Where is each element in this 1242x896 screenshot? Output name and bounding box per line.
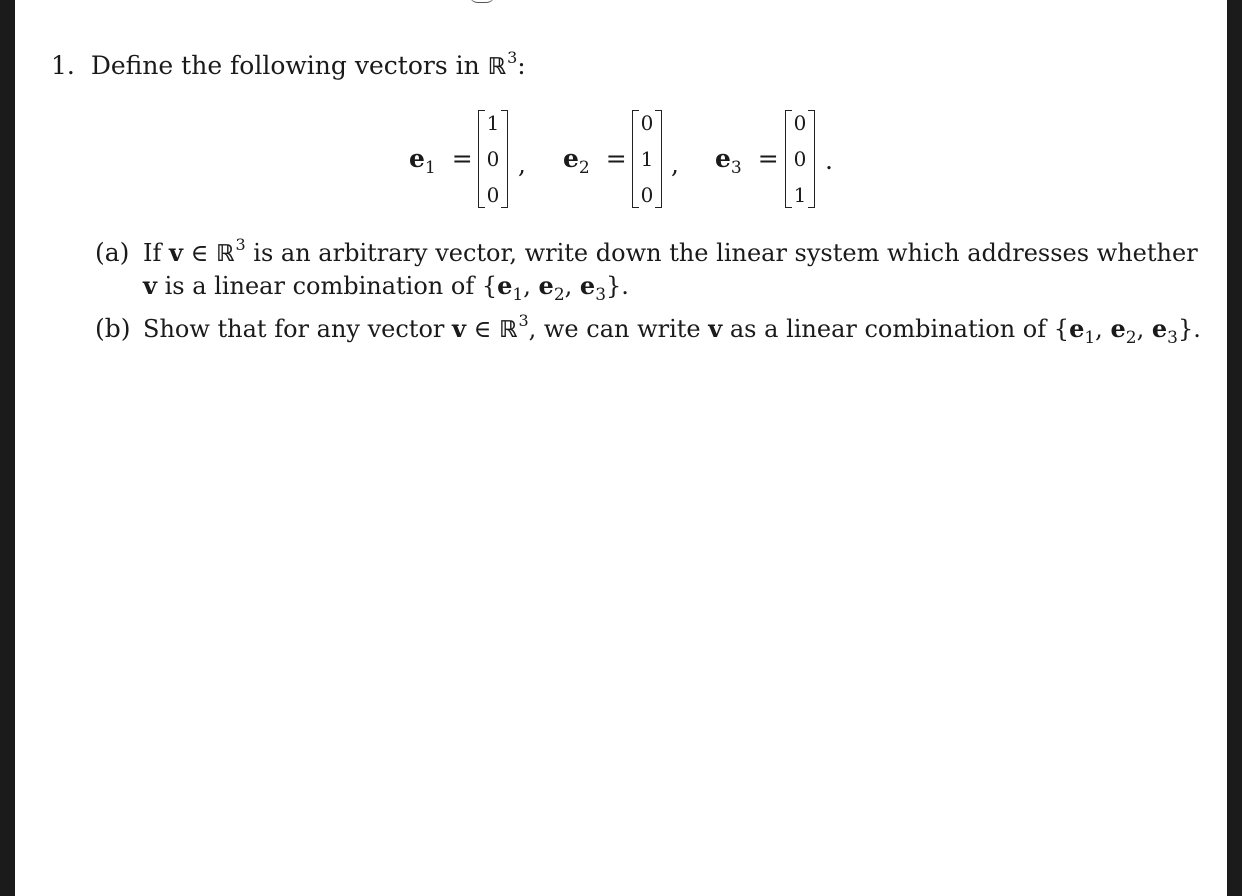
vector-e3-matrix: [785, 110, 815, 208]
equals-sign: =: [605, 144, 627, 173]
problem-intro: Define the following vectors in: [90, 51, 480, 80]
part-b-label: (b): [95, 314, 131, 343]
set-open-brace: {: [481, 272, 498, 300]
vector-name: e: [538, 271, 554, 300]
comma: ,: [1095, 315, 1103, 343]
set-open-brace: {: [1053, 315, 1070, 343]
vector-subscript: 1: [512, 285, 524, 305]
part-a-line1: [143, 235, 1198, 271]
vector-subscript: 3: [730, 158, 742, 178]
vector-e1-matrix: [478, 110, 508, 208]
element-of-symbol: ∈: [473, 315, 492, 343]
vector-v: v: [452, 314, 466, 343]
vector-name: e: [563, 144, 579, 173]
vector-e3-label: [715, 144, 779, 177]
vector-e1-label: [409, 144, 473, 177]
part-a-label: (a): [95, 238, 130, 267]
matrix-entry: 0: [640, 111, 654, 135]
part-b-line: [143, 311, 1201, 348]
vector-subscript: 2: [553, 285, 565, 305]
part-a-if: If: [143, 239, 162, 267]
vector-subscript: 2: [578, 158, 590, 178]
vector-subscript: 2: [1125, 328, 1137, 348]
vector-e2-label: [563, 144, 627, 177]
comma: ,: [523, 272, 531, 300]
problem-number: 1.: [51, 51, 75, 80]
matrix-entry: 1: [793, 183, 807, 207]
vector-v: v: [143, 271, 157, 300]
matrix-entry: 0: [486, 147, 500, 171]
vector-subscript: 3: [1167, 328, 1178, 348]
vector-name: e: [497, 271, 513, 300]
space-exponent: 3: [235, 235, 246, 254]
matrix-entry: 0: [793, 147, 807, 171]
intro-colon: :: [517, 51, 526, 80]
vector-terminator: .: [825, 146, 833, 175]
cropped-glyph-fragment: [469, 0, 495, 3]
vector-subscript: 1: [424, 158, 436, 178]
matrix-entry: 1: [640, 147, 654, 171]
space-symbol: ℝ: [499, 317, 518, 343]
part-b-text: as a linear combination of: [729, 315, 1047, 343]
part-b-text: Show that for any vector: [143, 315, 445, 343]
vector-subscript: 1: [1084, 328, 1096, 348]
vector-separator: ,: [518, 150, 526, 179]
space-exponent: 3: [518, 311, 529, 330]
vector-v: v: [169, 238, 183, 267]
comma: ,: [564, 272, 573, 300]
document-page: [15, 0, 1227, 896]
matrix-entry: 0: [486, 183, 500, 207]
vector-name: e: [409, 144, 425, 173]
comma: ,: [1136, 315, 1145, 343]
part-a-line2: [143, 271, 629, 304]
equals-sign: =: [451, 144, 473, 173]
space-symbol: ℝ: [487, 54, 507, 80]
part-a-text: is an arbitrary vector, write down the linear system which addresses whether: [253, 239, 1198, 267]
vector-e2-matrix: [632, 110, 662, 208]
set-close-brace: }.: [1177, 315, 1201, 343]
vector-subscript: 3: [595, 285, 607, 305]
set-close-brace: }.: [606, 272, 629, 300]
vector-name: e: [1110, 314, 1126, 343]
vector-name: e: [1069, 314, 1085, 343]
space-exponent: 3: [507, 48, 518, 67]
vector-v: v: [708, 314, 723, 343]
matrix-entry: 0: [793, 111, 807, 135]
element-of-symbol: ∈: [190, 239, 209, 267]
matrix-entry: 1: [486, 111, 500, 135]
space-symbol: ℝ: [216, 241, 235, 267]
vector-name: e: [1151, 314, 1168, 343]
equals-sign: =: [757, 144, 779, 173]
part-a-text: is a linear combination of: [164, 272, 475, 300]
vector-separator: ,: [671, 150, 679, 179]
matrix-entry: 0: [640, 183, 654, 207]
part-b-text: , we can write: [528, 315, 701, 343]
vector-name: e: [579, 271, 596, 300]
vector-name: e: [715, 144, 731, 173]
problem-statement: [51, 48, 526, 84]
